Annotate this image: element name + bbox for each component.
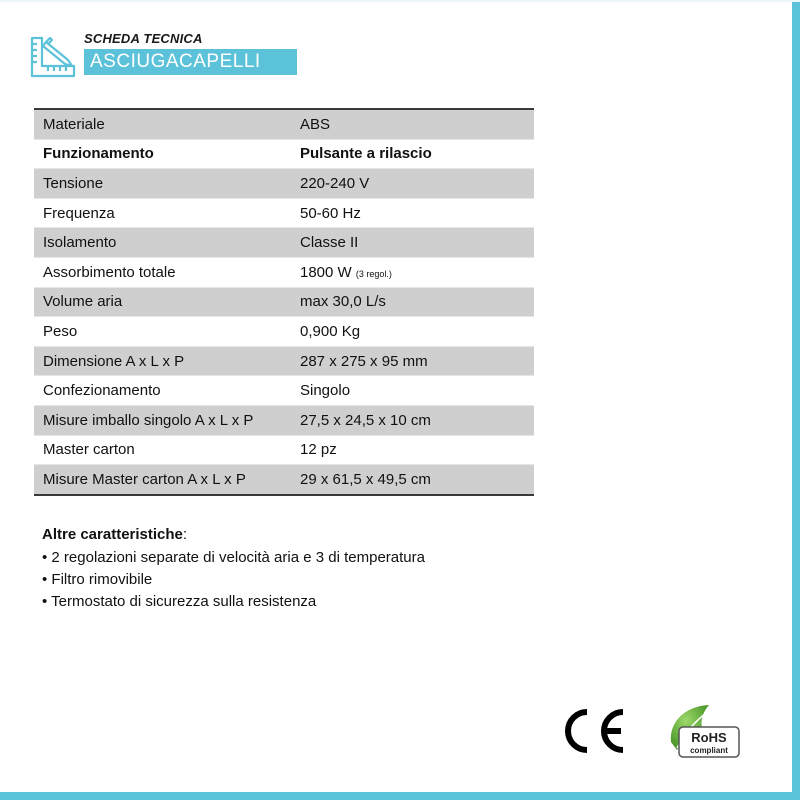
spec-label: Volume aria (34, 287, 300, 317)
features-title: Altre caratteristiche (42, 526, 183, 543)
spec-value: 220-240 V (300, 169, 534, 199)
spec-value: Pulsante a rilascio (300, 139, 534, 169)
rohs-compliant-logo (665, 702, 743, 760)
spec-value: 12 pz (300, 435, 534, 465)
product-title: ASCIUGACAPELLI (84, 49, 297, 75)
spec-value-with-note (300, 257, 534, 287)
spec-value: 287 x 275 x 95 mm (300, 346, 534, 376)
spec-label: Frequenza (34, 198, 300, 228)
table-row (34, 465, 534, 495)
spec-label: Confezionamento (34, 376, 300, 406)
table-row (34, 287, 534, 317)
table-row (34, 139, 534, 169)
rohs-compliant-text: compliant (690, 746, 728, 755)
spec-label: Funzionamento (34, 139, 300, 169)
spec-label: Tensione (34, 169, 300, 199)
spec-value: 1800 W (300, 263, 352, 281)
table-row (34, 109, 534, 139)
spec-note: (3 regol.) (355, 268, 392, 279)
features-heading (42, 526, 425, 543)
table-row (34, 317, 534, 347)
top-divider (0, 0, 800, 2)
page-title: SCHEDA TECNICA (84, 31, 203, 46)
spec-label: Materiale (34, 109, 300, 139)
spec-label: Isolamento (34, 228, 300, 258)
ce-text: CE (592, 735, 595, 737)
spec-label: Assorbimento totale (34, 257, 300, 287)
features-section (42, 526, 425, 615)
rohs-text: RoHS (691, 730, 727, 745)
spec-label: Dimensione A x L x P (34, 346, 300, 376)
table-row (34, 257, 534, 287)
spec-label: Misure imballo singolo A x L x P (34, 405, 300, 435)
spec-value: 50-60 Hz (300, 198, 534, 228)
spec-value: 27,5 x 24,5 x 10 cm (300, 405, 534, 435)
spec-label: Misure Master carton A x L x P (34, 465, 300, 495)
table-row (34, 198, 534, 228)
table-row (34, 228, 534, 258)
table-row (34, 346, 534, 376)
table-row (34, 169, 534, 199)
spec-label: Master carton (34, 435, 300, 465)
spec-value: ABS (300, 109, 534, 139)
spec-table (34, 108, 534, 496)
ruler-pencil-icon (28, 32, 80, 78)
list-item: • Filtro rimovibile (42, 571, 153, 588)
spec-value: max 30,0 L/s (300, 287, 534, 317)
table-row (34, 405, 534, 435)
table-row (34, 435, 534, 465)
spec-value: 0,900 Kg (300, 317, 534, 347)
ce-mark-logo (557, 706, 627, 756)
list-item: • 2 regolazioni separate di velocità aria e 3 di temperatura (42, 549, 425, 566)
table-row (34, 376, 534, 406)
spec-value: Singolo (300, 376, 534, 406)
spec-label: Peso (34, 317, 300, 347)
spec-value: Classe II (300, 228, 534, 258)
spec-value: 29 x 61,5 x 49,5 cm (300, 465, 534, 495)
list-item: • Termostato di sicurezza sulla resistenza (42, 593, 317, 610)
features-title-colon: : (182, 526, 188, 543)
